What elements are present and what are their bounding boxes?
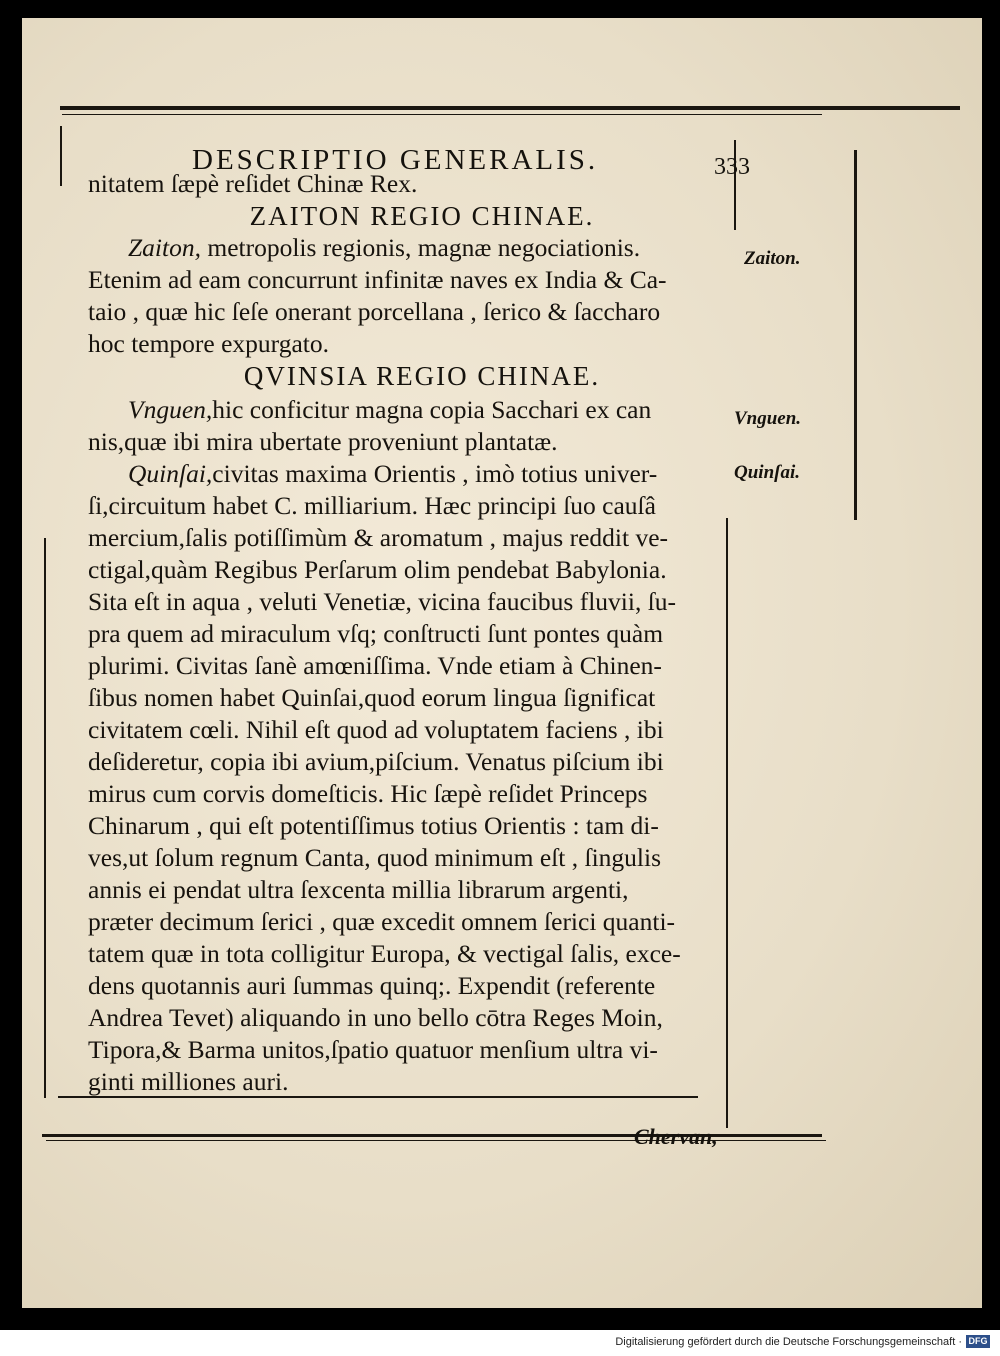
page-number: 333 — [714, 154, 750, 180]
section-heading-quinsia: QVINSIA REGIO CHINAE. — [243, 361, 601, 391]
margin-note-vnguen: Vnguen. — [734, 408, 802, 429]
text-line: nis,quæ ibi mira ubertate proveniunt plantatæ. — [88, 427, 558, 456]
text-line: civitatem cœli. Nihil eſt quod ad voluptatem faciens , ibi — [88, 715, 664, 744]
text-line: ves,ut ſolum regnum Canta, quod minimum eſt , ſingulis — [88, 843, 662, 872]
place-name: Zaiton, — [128, 233, 201, 262]
place-name: Quinſai, — [128, 459, 213, 488]
running-head: DESCRIPTIO GENERALIS. — [192, 144, 599, 176]
text-line: Andrea Tevet) aliquando in uno bello cōtra Reges Moin, — [88, 1003, 663, 1032]
text-line: Vnguen,hic conficitur magna copia Sacchari ex can — [128, 395, 652, 424]
footer-credit: Digitalisierung gefördert durch die Deutsche Forschungsgemeinschaft · — [615, 1336, 962, 1348]
text-line: Chinarum , qui eſt potentiſſimus totius Orientis : tam di- — [88, 811, 659, 840]
body-text — [22, 18, 982, 1308]
text-line: mirus cum corvis domeſticis. Hic ſæpè reſidet Princeps — [88, 779, 648, 808]
footer-bar — [0, 1330, 1000, 1356]
text-line: Tipora,& Barma unitos,ſpatio quatuor menſium ultra vi- — [88, 1035, 658, 1064]
text-line: pra quem ad miraculum vſq; conſtructi ſunt pontes quàm — [88, 619, 664, 648]
text-line: Etenim ad eam concurrunt infinitæ naves ex India & Ca- — [88, 265, 667, 294]
margin-note-zaiton: Zaiton. — [744, 248, 801, 269]
text-line: Zaiton, metropolis regionis, magnæ negociationis. — [128, 233, 641, 262]
text-line: ſi,circuitum habet C. milliarium. Hæc principi ſuo cauſâ — [88, 491, 656, 520]
margin-note-quinsai: Quinſai. — [734, 462, 800, 483]
text-line: Sita eſt in aqua , veluti Venetiæ, vicina faucibus fluvii, ſu- — [88, 587, 677, 616]
text-line: nitatem ſæpè reſidet Chinæ Rex. — [88, 169, 418, 198]
section-heading-zaiton: ZAITON REGIO CHINAE. — [249, 201, 595, 231]
text-line: dens quotannis auri ſummas quinq;. Expendit (referente — [88, 971, 656, 1000]
text-line: ctigal,quàm Regibus Perſarum olim pendebat Babylonia. — [88, 555, 667, 584]
text-line: ginti milliones auri. — [88, 1067, 289, 1096]
text-line: plurimi. Civitas ſanè amœniſſima. Vnde etiam à Chinen- — [88, 651, 662, 680]
text-line: Quinſai,civitas maxima Orientis , imò totius univer- — [128, 459, 658, 488]
place-name: Vnguen, — [128, 395, 213, 424]
text-line: deſideretur, copia ibi avium,piſcium. Venatus piſcium ibi — [88, 747, 664, 776]
text-line: annis ei pendat ultra ſexcenta millia librarum argenti, — [88, 875, 629, 904]
text-line: hoc tempore expurgato. — [88, 329, 329, 358]
text-line: mercium,ſalis potiſſimùm & aromatum , majus reddit ve- — [88, 523, 669, 552]
catchword: Chervan, — [634, 1124, 718, 1149]
text-line: ſibus nomen habet Quinſai,quod eorum lingua ſignificat — [88, 683, 656, 712]
text-line: tatem quæ in tota colligitur Europa, & vectigal ſalis, exce- — [88, 939, 681, 968]
text-line: taio , quæ hic ſeſe onerant porcellana , ſerico & ſaccharo — [88, 297, 661, 326]
book-page — [22, 18, 982, 1308]
text-line: præter decimum ſerici , quæ excedit omnem ſerici quanti- — [88, 907, 676, 936]
dfg-logo: DFG — [966, 1335, 990, 1348]
